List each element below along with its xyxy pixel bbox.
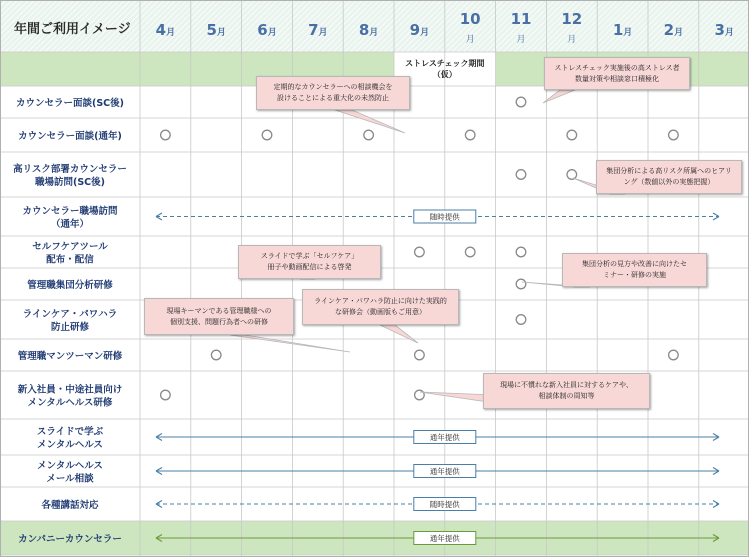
schedule-circle [161, 390, 171, 400]
stress-check-label: （仮） [432, 70, 457, 79]
callout-tail [380, 325, 418, 343]
stress-check-label: ストレスチェック期間 [405, 59, 485, 68]
row-label: カウンセラー面談(SC後) [16, 98, 124, 109]
note-selfcare-slides: スライドで学ぶ「セルフケア」 冊子や動画配信による啓発 [238, 245, 381, 279]
row-label: 配布・配信 [46, 254, 94, 266]
callout-tail [543, 90, 575, 103]
row-label: セルフケアツール [32, 241, 108, 253]
schedule-circle [669, 350, 679, 360]
row-label: 管理職マンツーマン研修 [17, 351, 123, 362]
month-unit: 月 [516, 35, 526, 45]
schedule-circle [415, 350, 425, 360]
month-number: 10 [459, 10, 481, 28]
note-high-stress-followup: ストレスチェック実施後の高ストレス者 数量対策や相談窓口積極化 [544, 57, 690, 90]
page-title: 年間ご利用イメージ [14, 22, 131, 37]
month-header: 8月 [358, 21, 379, 39]
note-linecare-training: ラインケア・パワハラ防止に向けた実践的 な研修会（動画版もご用意） [302, 289, 459, 325]
row-label: メンタルヘルス [37, 439, 103, 451]
row-label: 高リスク部署カウンセラー [13, 164, 127, 175]
period-badge-label: 随時提供 [429, 500, 460, 509]
month-header: 3月 [714, 21, 734, 39]
row-label: 職場訪問(SC後) [35, 177, 105, 188]
schedule-circle [262, 130, 272, 140]
schedule-circle [516, 97, 526, 107]
callout-tail [230, 335, 350, 352]
schedule-circle [465, 247, 475, 257]
schedule-circle [567, 130, 577, 140]
month-unit: 月 [567, 35, 577, 45]
month-header: 2月 [663, 21, 684, 39]
month-header: 5月 [206, 21, 226, 39]
row-label: メンタルヘルス [37, 460, 103, 472]
period-badge-label: 随時提供 [429, 212, 460, 222]
schedule-circle [516, 279, 526, 289]
row-label: スライドで学ぶ [36, 426, 104, 438]
schedule-circle [465, 130, 475, 140]
month-header: 1月 [612, 21, 633, 39]
schedule-circle [516, 170, 526, 180]
month-header: 4月 [155, 21, 176, 39]
note-manager-support: 現場キーマンである管理職様への 個別支援、問題行為者への研修 [144, 298, 294, 335]
note-new-employee-care: 現場に不慣れな新入社員に対するケアや、 相談体制の周知等 [483, 373, 650, 409]
note-group-analysis-hearing: 集団分析による高リスク所属へのヒアリ ング（数値以外の実態把握） [596, 160, 742, 194]
month-unit: 月 [465, 35, 475, 45]
month-number: 11 [510, 10, 532, 28]
schedule-circle [364, 130, 374, 140]
schedule-circle [516, 315, 526, 325]
month-number: 12 [561, 10, 583, 28]
month-header: 6月 [257, 21, 277, 39]
row-label: 各種講話対応 [41, 500, 99, 511]
period-badge-label: 通年提供 [429, 467, 460, 476]
callout-tail [335, 110, 405, 133]
schedule-circle [415, 247, 425, 257]
period-badge-label: 通年提供 [429, 534, 460, 543]
note-group-analysis-seminar: 集団分析の見方や改善に向けたセ ミナー・研修の実施 [562, 253, 707, 287]
schedule-circle [211, 350, 221, 360]
row-label: カウンセラー職場訪問 [22, 206, 118, 217]
month-header: 9月 [409, 21, 430, 39]
schedule-circle [415, 390, 425, 400]
schedule-circle [516, 247, 526, 257]
row-label: カンパニーカウンセラー [18, 534, 122, 545]
period-badge-label: 通年提供 [429, 433, 460, 442]
month-header: 7月 [308, 21, 328, 39]
schedule-circle [161, 130, 171, 140]
row-label: 新入社員・中途社員向け [17, 384, 123, 396]
note-periodic-counseling: 定期的なカウンセラーへの相談機会を 設けることによる重大化の未然防止 [256, 76, 410, 110]
row-label: （通年） [50, 219, 90, 230]
row-label: メンタルヘルス研修 [27, 397, 113, 409]
schedule-circle [567, 170, 577, 180]
row-label: 防止研修 [50, 322, 90, 333]
schedule-circle [669, 130, 679, 140]
row-label: ラインケア・パワハラ [22, 309, 118, 320]
row-label: メール相談 [46, 473, 94, 485]
row-label: カウンセラー面談(通年) [18, 131, 122, 142]
row-label: 管理職集団分析研修 [27, 280, 113, 291]
